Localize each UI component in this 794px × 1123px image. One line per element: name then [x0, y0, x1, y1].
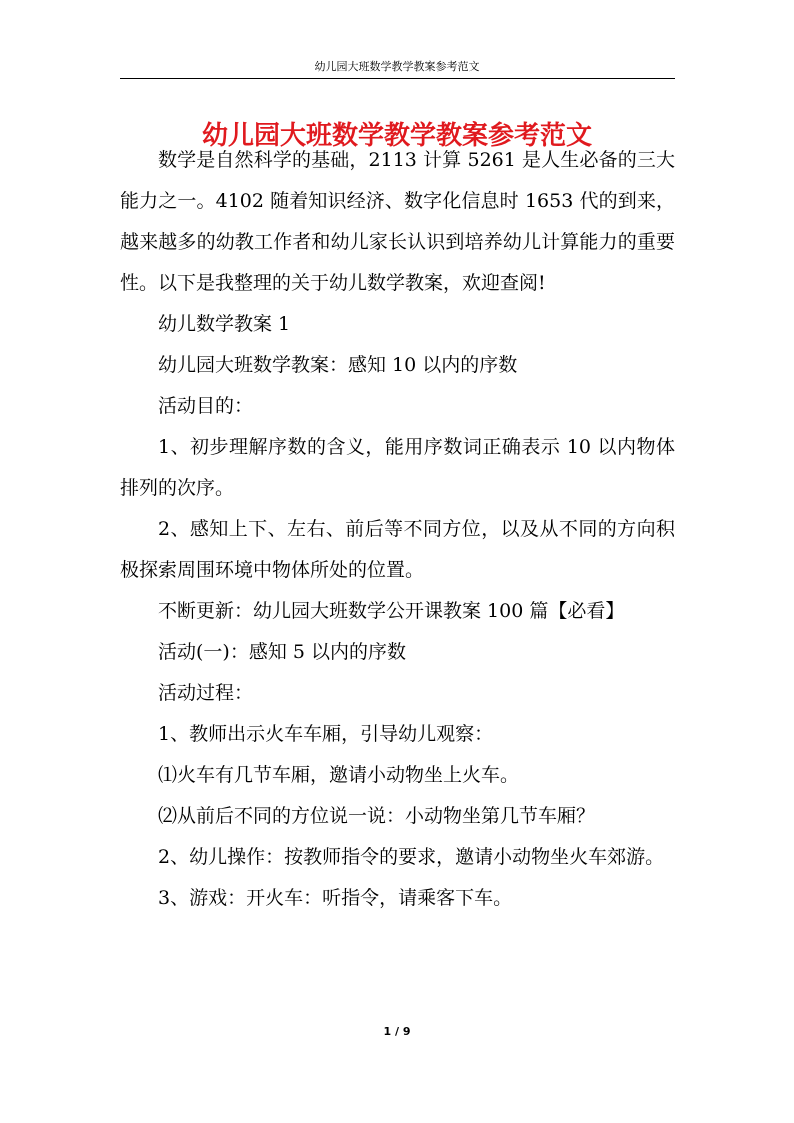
update-note: 不断更新：幼儿园大班数学公开课教案 100 篇【必看】: [158, 600, 625, 622]
lesson-title: 幼儿园大班数学教案：感知 10 以内的序数: [158, 354, 518, 376]
process-step: 2、幼儿操作：按教师指令的要求，邀请小动物坐火车郊游。: [158, 846, 665, 868]
section-heading: 幼儿数学教案 1: [158, 313, 291, 335]
intro-paragraph: 数学是自然科学的基础，2113 计算 5261 是人生必备的三大能力之一。4102 随着知识经济、数字化信息时 1653 代的到来，越来越多的幼教工作者和幼儿家长认识到培养幼儿计算能力的重要性。以下是我整理的关于幼儿数学教案，欢迎查阅!: [120, 149, 675, 294]
page-number: 1 / 9: [383, 1025, 411, 1038]
process-substep: ⑵从前后不同的方位说一说：小动物坐第几节车厢？: [158, 805, 596, 827]
goals-heading: 活动目的：: [158, 395, 254, 417]
document-body: [120, 140, 675, 919]
document-title: 幼儿园大班数学教学教案参考范文: [201, 121, 592, 152]
goal-item: 1、初步理解序数的含义，能用序数词正确表示 10 以内物体排列的次序。: [120, 436, 675, 499]
process-substep: ⑴火车有几节车厢，邀请小动物坐上火车。: [158, 764, 520, 786]
header-divider: [120, 78, 675, 79]
process-step: 3、游戏：开火车：听指令，请乘客下车。: [158, 887, 513, 909]
activity-heading: 活动(一)：感知 5 以内的序数: [158, 641, 406, 663]
running-header: 幼儿园大班数学教学教案参考范文: [314, 60, 480, 73]
process-step: 1、教师出示火车车厢，引导幼儿观察：: [158, 723, 494, 745]
goal-item: 2、感知上下、左右、前后等不同方位，以及从不同的方向积极探索周围环境中物体所处的位置。: [120, 518, 675, 581]
process-heading: 活动过程：: [158, 682, 254, 704]
